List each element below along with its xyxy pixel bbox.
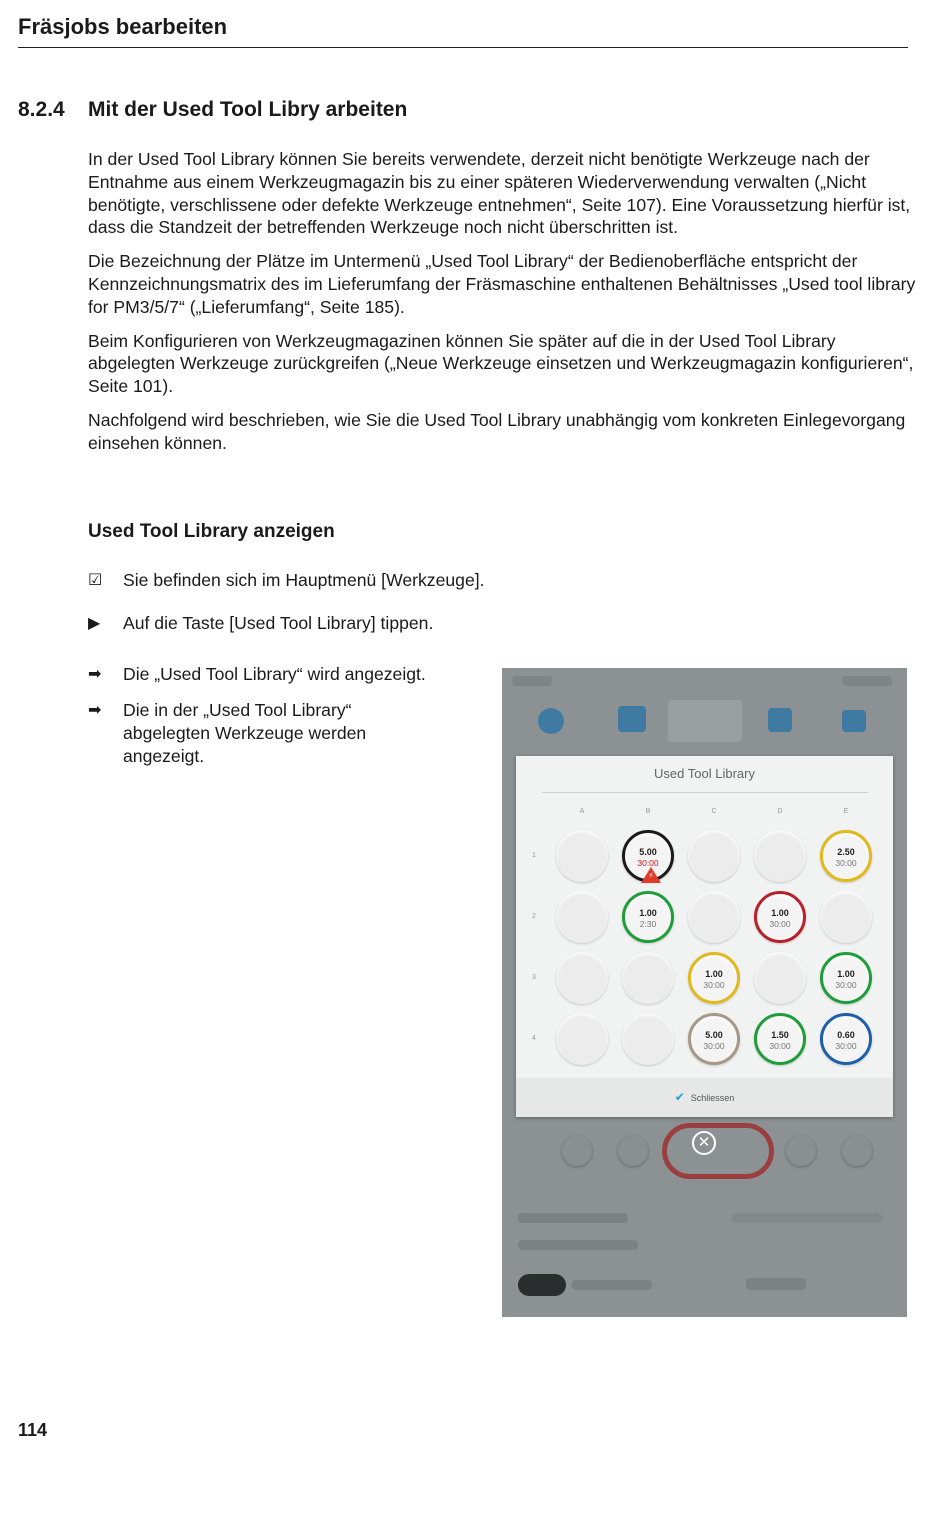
toolbar-icon-blur: [768, 708, 792, 732]
menu-item-blur: [518, 1213, 628, 1223]
tool-slot-blur: [618, 1136, 648, 1166]
body-text: [88, 148, 918, 466]
lightning-icon: ⚡: [648, 871, 654, 880]
tool-life-time: 30:00: [703, 980, 725, 990]
tool-slot-blur: [786, 1136, 816, 1166]
tool-slot[interactable]: [556, 1013, 608, 1065]
ui-screenshot: [502, 668, 907, 1317]
tool-life-time: 30:00: [835, 980, 857, 990]
tool-slot[interactable]: [754, 830, 806, 882]
tool-life-time: 2:30: [639, 919, 657, 929]
column-header: D: [777, 808, 783, 815]
tool-slot[interactable]: [754, 952, 806, 1004]
close-circle-icon[interactable]: ✕: [692, 1131, 716, 1155]
toolbar-icon-blur: [842, 710, 866, 732]
menu-item-blur: [518, 1240, 638, 1250]
tool-slot[interactable]: [556, 952, 608, 1004]
subheading: Used Tool Library anzeigen: [88, 521, 335, 542]
dialog-footer: [516, 1078, 893, 1117]
paragraph: Die Bezeichnung der Plätze im Untermenü „Used Tool Library“ der Bedienoberfläche entspricht der Kennzeichnungsmatrix des im Lieferumfang der Fräsmaschine enthaltenen Behältnisses „Used tool library for PM3/5/7“ („Lieferumfang“, Seite 185).: [88, 251, 916, 317]
checkmark-icon: ✔: [674, 1090, 685, 1104]
tool-diameter: 1.00: [771, 908, 789, 918]
tool-diameter: 2.50: [837, 847, 855, 857]
column-header: A: [579, 808, 585, 815]
header-divider: [18, 47, 908, 48]
tool-diameter: 0.60: [837, 1030, 855, 1040]
tool-slot[interactable]: [622, 952, 674, 1004]
row-header: 4: [532, 1035, 536, 1042]
running-header: Fräsjobs bearbeiten: [18, 14, 228, 39]
page-number: 114: [18, 1420, 48, 1440]
tool-slot[interactable]: [688, 891, 740, 943]
tool-life-time: 30:00: [835, 858, 857, 868]
tool-diameter: 5.00: [705, 1030, 723, 1040]
tool-slot[interactable]: [622, 830, 674, 882]
row-header: 1: [532, 852, 536, 859]
section-title: Mit der Used Tool Libry arbeiten: [88, 98, 408, 121]
tool-life-time: 30:00: [769, 1041, 791, 1051]
status-bar-blur: [842, 676, 892, 686]
section-heading: [18, 98, 407, 122]
tool-slot[interactable]: [556, 830, 608, 882]
close-button-label: Schliessen: [690, 1093, 735, 1103]
tool-slot[interactable]: [622, 1013, 674, 1065]
toolbar-icon-blur: [618, 706, 646, 732]
status-bar-blur: [512, 676, 552, 686]
tool-slot[interactable]: [820, 830, 872, 882]
toolbar-icon-blur: [538, 708, 564, 734]
tool-ring-blur: [662, 1123, 774, 1179]
tool-life-time: 30:00: [703, 1041, 725, 1051]
toggle-blur: [518, 1274, 566, 1296]
triangle-arrow-icon: ▶: [88, 615, 101, 632]
tool-slot[interactable]: [820, 1013, 872, 1065]
result-arrow-icon: ➡: [88, 702, 102, 719]
tool-slot[interactable]: [754, 1013, 806, 1065]
paragraph: Beim Konfigurieren von Werkzeugmagazinen können Sie später auf die in der Used Tool Library abgelegten Werkzeuge zurückgreifen („Neue Werkzeuge einsetzen und Werkzeugmagazin konfigurieren“, Seite 101).: [88, 330, 914, 397]
column-header: C: [711, 808, 717, 815]
step-text: Sie befinden sich im Hauptmenü [Werkzeuge].: [123, 570, 485, 590]
row-header: 2: [532, 913, 536, 920]
tool-slot[interactable]: [820, 952, 872, 1004]
result-arrow-icon: ➡: [88, 666, 102, 683]
tool-slot[interactable]: [622, 891, 674, 943]
section-number: 8.2.4: [18, 98, 65, 121]
tool-slot-blur: [562, 1136, 592, 1166]
row-header: 3: [532, 974, 536, 981]
tool-life-time: 30:00: [637, 858, 659, 868]
used-tool-library-dialog: [516, 756, 893, 1117]
close-button[interactable]: [516, 1078, 893, 1117]
tool-diameter: 1.00: [639, 908, 657, 918]
tool-slot[interactable]: [688, 952, 740, 1004]
tool-diameter: 1.00: [705, 969, 723, 979]
tool-diameter: 1.50: [771, 1030, 789, 1040]
menu-item-blur: [746, 1278, 806, 1290]
paragraph: In der Used Tool Library können Sie bereits verwendete, derzeit nicht benötigte Werkzeuge nach der Entnahme aus einem Werkzeugmagazin bis zu einer späteren Wiederverwendung verwalten („Nicht benötigte, verschlissene oder defekte Werkzeuge entnehmen“, Seite 107). Eine Voraussetzung hierfür ist, dass die Standzeit der betreffenden Werkzeuge noch nicht überschritten ist.: [88, 149, 911, 238]
step-text: Auf die Taste [Used Tool Library] tippen.: [123, 613, 434, 633]
tool-slot[interactable]: [688, 830, 740, 882]
tool-life-time: 30:00: [769, 919, 791, 929]
tool-slot-blur: [842, 1136, 872, 1166]
dialog-divider: [542, 792, 868, 793]
step-text: Die in der „Used Tool Library“ abgelegten Werkzeuge werden angezeigt.: [123, 700, 367, 766]
dialog-title: Used Tool Library: [654, 766, 755, 781]
checkbox-icon: ☑: [88, 572, 103, 589]
menu-item-blur: [732, 1213, 882, 1223]
tool-diameter: 5.00: [639, 847, 657, 857]
column-header: E: [843, 808, 849, 815]
tool-life-time: 30:00: [835, 1041, 857, 1051]
column-header: B: [645, 808, 651, 815]
tool-diameter: 1.00: [837, 969, 855, 979]
step-text: Die „Used Tool Library“ wird angezeigt.: [123, 664, 426, 684]
paragraph: Nachfolgend wird beschrieben, wie Sie die Used Tool Library unabhängig vom konkreten Einlegevorgang einsehen können.: [88, 409, 906, 453]
tool-slot[interactable]: [754, 891, 806, 943]
toolbar-tab-blur: [668, 700, 742, 742]
menu-item-blur: [572, 1280, 652, 1290]
tool-slot[interactable]: [556, 891, 608, 943]
tool-slot[interactable]: [688, 1013, 740, 1065]
tool-slot[interactable]: [820, 891, 872, 943]
